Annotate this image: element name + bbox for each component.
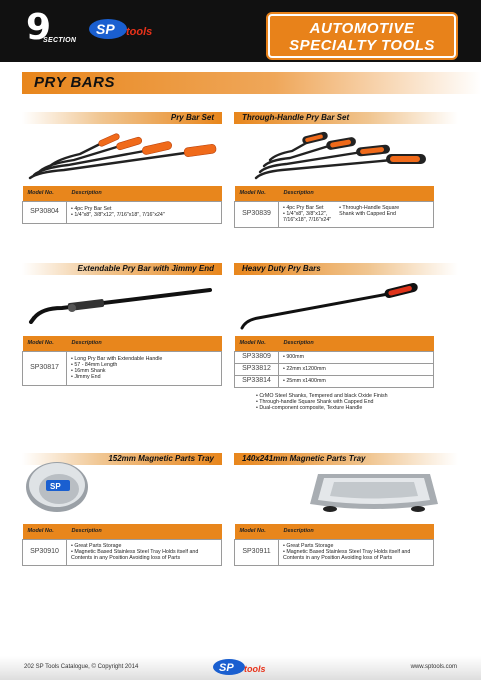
col-model: Model No. bbox=[23, 186, 67, 201]
footer-copyright: 202 SP Tools Catalogue, © Copyright 2014 bbox=[24, 664, 139, 670]
tray-140-heading bbox=[234, 453, 458, 465]
model-number: SP30839 bbox=[235, 201, 279, 227]
extendable-pry-bar-image bbox=[28, 282, 218, 324]
through-handle-title: Through-Handle Pry Bar Set bbox=[242, 113, 350, 122]
heavy-duty-pry-bar-image bbox=[238, 280, 428, 334]
tray-140-table bbox=[234, 524, 434, 566]
model-number: SP30911 bbox=[235, 539, 279, 565]
tray-152-title: 152mm Magnetic Parts Tray bbox=[108, 454, 214, 463]
through-handle-heading bbox=[234, 112, 458, 124]
section-label: SECTION bbox=[43, 37, 77, 44]
category-title bbox=[268, 14, 456, 58]
category-title-line2: SPECIALTY TOOLS bbox=[289, 37, 435, 54]
page-title: PRY BARS bbox=[34, 74, 115, 91]
col-description: Description bbox=[279, 186, 434, 201]
category-title-line1: AUTOMOTIVE bbox=[309, 20, 415, 37]
header-band bbox=[0, 0, 481, 62]
footer-logo bbox=[212, 658, 270, 676]
description: • 900mm bbox=[279, 351, 434, 363]
pry-bar-set-title: Pry Bar Set bbox=[170, 113, 214, 122]
col-description: Description bbox=[279, 336, 434, 351]
heavy-duty-table bbox=[234, 336, 434, 388]
model-number: SP33814 bbox=[235, 375, 279, 387]
model-number: SP30804 bbox=[23, 201, 67, 223]
svg-text:SP: SP bbox=[219, 662, 234, 674]
round-magnetic-tray-image bbox=[24, 456, 94, 514]
description: • Great Parts Storage • Magnetic Based Stainless Steel Tray Holds itself and Contents in any Position Avoiding loss of Parts bbox=[279, 539, 434, 565]
col-description: Description bbox=[67, 336, 222, 351]
svg-text:SP: SP bbox=[96, 21, 115, 37]
rectangular-magnetic-tray-image bbox=[308, 468, 440, 516]
extendable-table bbox=[22, 336, 222, 386]
description: • Great Parts Storage • Magnetic Based Stainless Steel Tray Holds itself and Contents in any Position Avoiding loss of Parts bbox=[67, 539, 222, 565]
through-handle-set-image bbox=[252, 130, 432, 182]
svg-text:SP: SP bbox=[50, 482, 61, 491]
col-model: Model No. bbox=[23, 336, 67, 351]
tray-152-table bbox=[22, 524, 222, 566]
section-number: 9 bbox=[26, 7, 52, 48]
model-number: SP30910 bbox=[23, 539, 67, 565]
tray-140-title: 140x241mm Magnetic Parts Tray bbox=[242, 454, 366, 463]
col-model: Model No. bbox=[235, 336, 279, 351]
model-number: SP33812 bbox=[235, 363, 279, 375]
page-title-bar bbox=[22, 72, 481, 94]
col-model: Model No. bbox=[235, 186, 279, 201]
pry-bar-set-table bbox=[22, 186, 222, 224]
col-description: Description bbox=[279, 524, 434, 539]
description: • 25mm x1400mm bbox=[279, 375, 434, 387]
description: • 4pc Pry Bar Set • 1/4"x8", 3/8"x12", 7/16"x18", 7/16"x24" • Through-Handle Square Shank with Capped End bbox=[279, 201, 434, 227]
col-description: Description bbox=[67, 524, 222, 539]
sp-tools-logo bbox=[88, 18, 158, 40]
svg-text:tools: tools bbox=[244, 664, 266, 674]
pry-bar-set-image bbox=[24, 132, 224, 182]
pry-bar-set-heading bbox=[22, 112, 222, 124]
col-model: Model No. bbox=[235, 524, 279, 539]
description: • Long Pry Bar with Extendable Handle • 57 - 84mm Length • 16mm Shank • Jimmy End bbox=[67, 351, 222, 385]
heavy-duty-heading bbox=[234, 263, 458, 275]
heavy-duty-title: Heavy Duty Pry Bars bbox=[242, 264, 321, 273]
footer bbox=[0, 656, 481, 680]
extendable-title: Extendable Pry Bar with Jimmy End bbox=[77, 264, 214, 273]
col-model: Model No. bbox=[23, 524, 67, 539]
description: • 22mm x1200mm bbox=[279, 363, 434, 375]
model-number: SP33809 bbox=[235, 351, 279, 363]
footer-website[interactable]: www.sptools.com bbox=[410, 664, 457, 670]
extendable-heading bbox=[22, 263, 222, 275]
description: • 4pc Pry Bar Set • 1/4"x8", 3/8"x12", 7/16"x18", 7/16"x24" bbox=[67, 201, 222, 223]
through-handle-table bbox=[234, 186, 434, 228]
heavy-duty-notes: • CrMO Steel Shanks, Tempered and black Oxide Finish • Through-handle Square Shank with Capped End • Dual-component composite, Texture Handle bbox=[256, 393, 388, 411]
svg-text:tools: tools bbox=[126, 26, 153, 38]
model-number: SP30817 bbox=[23, 351, 67, 385]
col-description: Description bbox=[67, 186, 222, 201]
